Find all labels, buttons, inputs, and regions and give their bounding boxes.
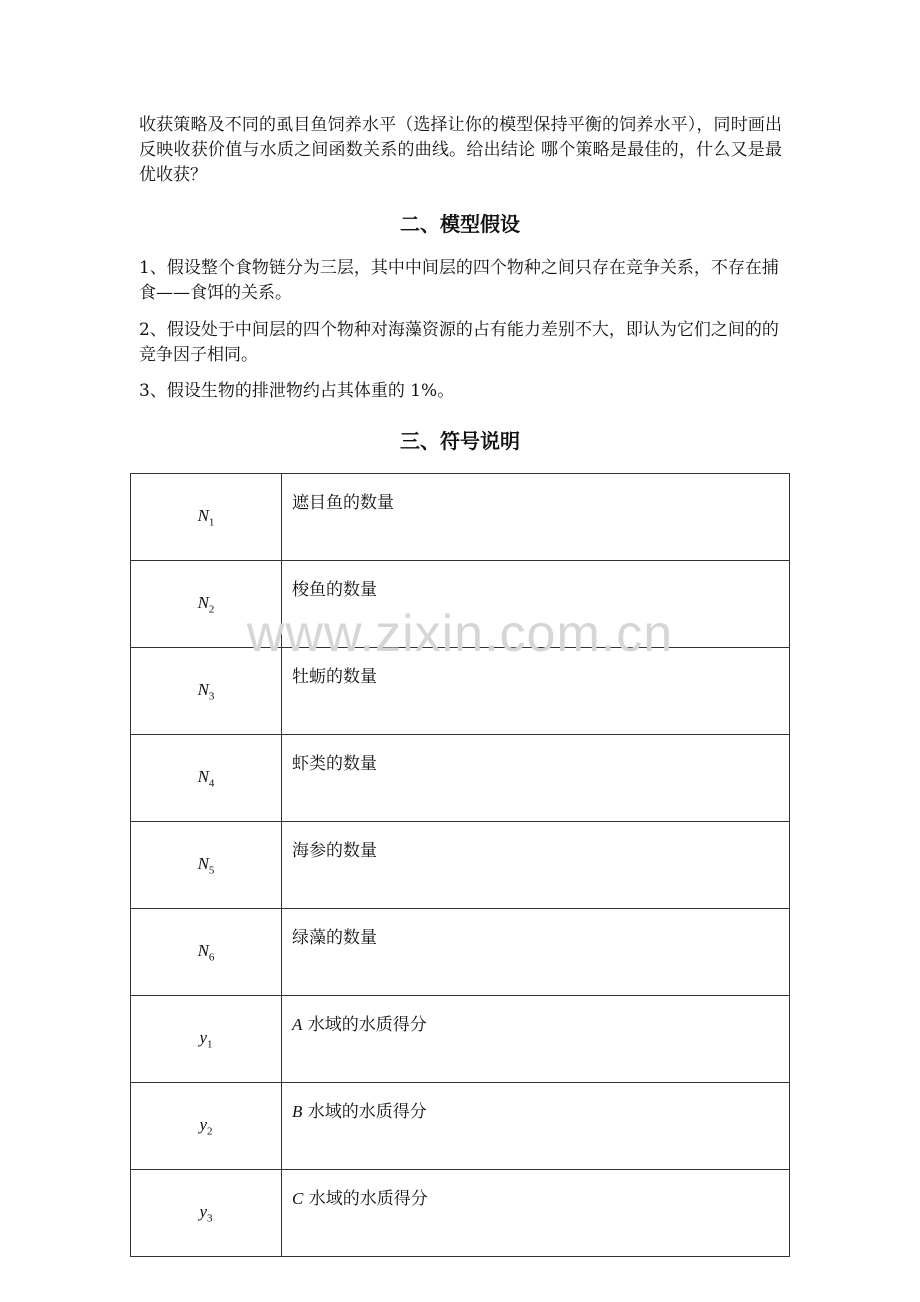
description-cell xyxy=(282,735,790,822)
symbol-var: N xyxy=(197,679,209,699)
table-row xyxy=(131,561,790,648)
region-label: A xyxy=(292,1015,303,1034)
symbol-cell xyxy=(131,648,282,735)
assumption-item-3: 3、假设生物的排泄物约占其体重的 1%。 xyxy=(139,381,455,401)
symbols-heading: 三、符号说明 xyxy=(400,429,520,453)
symbol-subscript: 1 xyxy=(207,1038,213,1051)
assumptions-heading: 二、模型假设 xyxy=(400,212,520,236)
symbol-var: y xyxy=(199,1114,208,1134)
description-text: 牡蛎的数量 xyxy=(292,667,377,687)
description-cell xyxy=(282,909,790,996)
symbol-var: N xyxy=(197,853,209,873)
symbol-subscript: 3 xyxy=(208,690,215,703)
table-row xyxy=(131,474,790,561)
symbol-cell xyxy=(131,735,282,822)
description-text: 水域的水质得分 xyxy=(307,1015,427,1035)
table-row xyxy=(131,1083,790,1170)
symbol-subscript: 6 xyxy=(208,951,215,964)
description-cell xyxy=(282,822,790,909)
description-text: 海参的数量 xyxy=(292,841,377,861)
symbol-subscript: 3 xyxy=(207,1212,213,1225)
symbol-cell xyxy=(131,822,282,909)
table-row xyxy=(131,822,790,909)
description-cell xyxy=(282,561,790,648)
description-cell xyxy=(282,996,790,1083)
description-cell xyxy=(282,1083,790,1170)
symbol-var: N xyxy=(197,766,209,786)
table-row xyxy=(131,648,790,735)
symbol-cell xyxy=(131,909,282,996)
watermark: www.zixin.com.cn xyxy=(246,605,674,663)
symbol-subscript: 2 xyxy=(207,1125,213,1138)
description-text: 虾类的数量 xyxy=(292,754,377,774)
description-cell xyxy=(282,648,790,735)
symbol-cell xyxy=(131,996,282,1083)
assumption-item-1: 1、假设整个食物链分为三层，其中中间层的四个物种之间只存在竞争关系，不存在捕食——食饵的关系。 xyxy=(139,258,779,303)
table-row xyxy=(131,909,790,996)
symbol-cell xyxy=(131,1083,282,1170)
symbol-cell xyxy=(131,474,282,561)
description-text: 绿藻的数量 xyxy=(292,928,377,948)
symbol-cell xyxy=(131,1170,282,1257)
description-text: 梭鱼的数量 xyxy=(292,580,377,600)
symbol-subscript: 4 xyxy=(208,777,215,790)
intro-paragraph: 收获策略及不同的虱目鱼饲养水平（选择让你的模型保持平衡的饲养水平），同时画出反映收获价值与水质之间函数关系的曲线。给出结论 哪个策略是最佳的，什么又是最优收获？ xyxy=(139,115,782,185)
description-text: 水域的水质得分 xyxy=(307,1102,427,1122)
symbol-subscript: 1 xyxy=(208,516,215,529)
symbol-cell xyxy=(131,561,282,648)
description-cell xyxy=(282,474,790,561)
table-row xyxy=(131,1170,790,1257)
description-cell xyxy=(282,1170,790,1257)
table-row xyxy=(131,996,790,1083)
symbol-var: y xyxy=(199,1201,208,1221)
region-label: C xyxy=(292,1189,304,1208)
symbols-table xyxy=(130,473,790,1257)
table-row xyxy=(131,735,790,822)
description-text: 遮目鱼的数量 xyxy=(292,493,394,513)
symbol-var: N xyxy=(197,592,209,612)
symbol-var: N xyxy=(197,940,209,960)
symbol-subscript: 5 xyxy=(208,864,215,877)
description-text: 水域的水质得分 xyxy=(308,1189,428,1209)
symbol-var: N xyxy=(197,505,209,525)
symbol-var: y xyxy=(199,1027,208,1047)
assumption-item-2: 2、假设处于中间层的四个物种对海藻资源的占有能力差别不大，即认为它们之间的的竞争因子相同。 xyxy=(139,320,779,365)
symbol-subscript: 2 xyxy=(208,603,215,616)
region-label: B xyxy=(292,1102,303,1121)
